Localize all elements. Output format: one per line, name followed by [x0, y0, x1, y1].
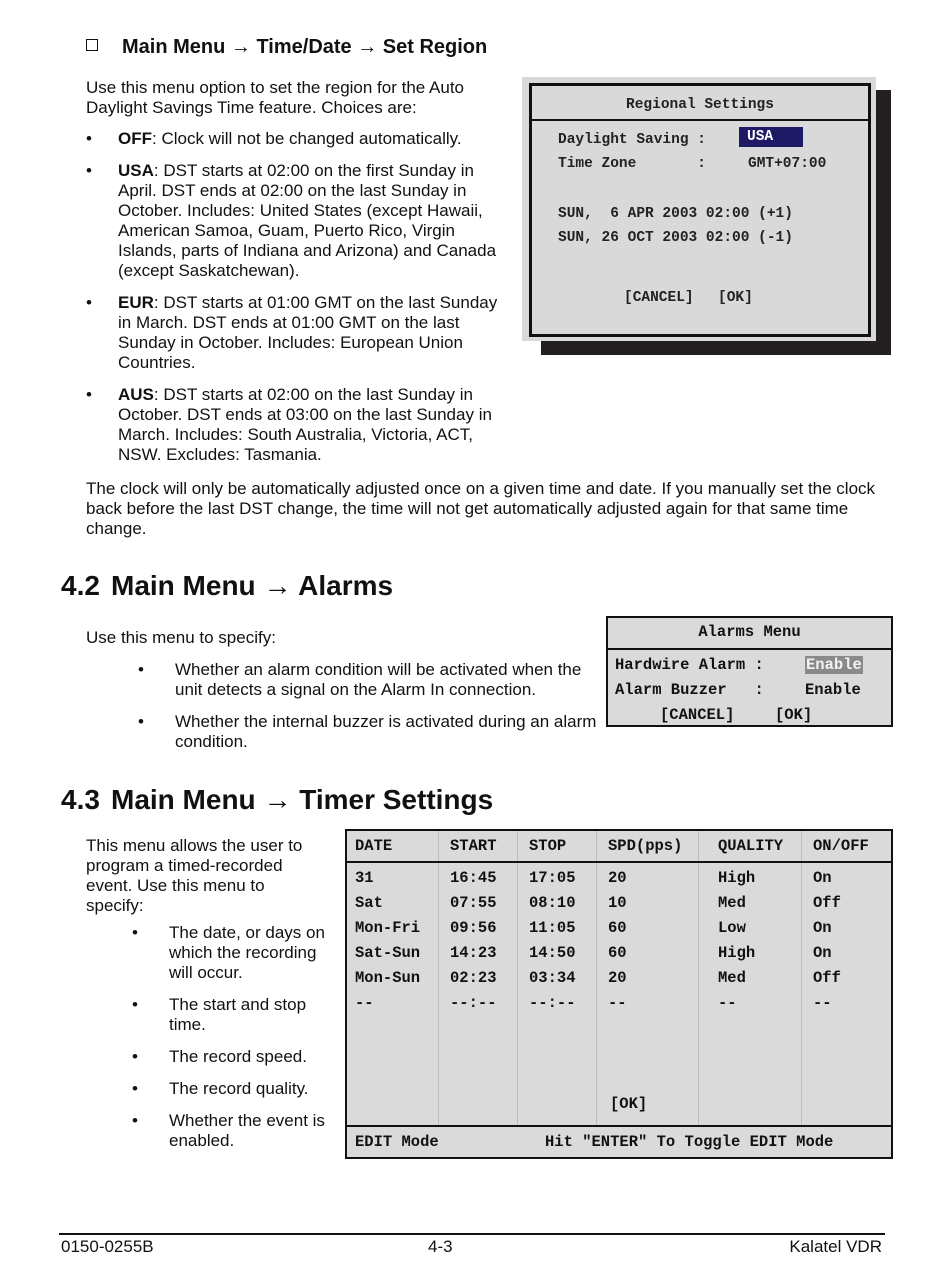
column-header-date: DATE — [355, 837, 393, 855]
column-header-stop: STOP — [529, 837, 567, 855]
list-item: • OFF: Clock will not be changed automatically. — [86, 129, 462, 148]
timer-cell-on-off[interactable]: On — [813, 944, 832, 962]
column-divider — [801, 831, 802, 1125]
alarms-bullets — [138, 660, 600, 764]
section-title: Main Menu → Timer Settings — [111, 784, 494, 815]
timer-cell-stop[interactable]: --:-- — [529, 994, 576, 1012]
timer-cell-speed[interactable]: -- — [608, 994, 627, 1012]
bullet-dot-icon: • — [132, 1079, 138, 1098]
footer-page-number: 4-3 — [428, 1237, 453, 1256]
edit-mode-status: EDIT Mode — [355, 1133, 439, 1151]
timer-cell-date[interactable]: Sat-Sun — [355, 944, 421, 962]
timer-cell-on-off[interactable]: -- — [813, 994, 832, 1012]
hardwire-alarm-selected[interactable]: Enable — [806, 656, 862, 674]
timer-cell-speed[interactable]: 60 — [608, 919, 627, 937]
timer-cell-start[interactable]: 16:45 — [450, 869, 497, 887]
footer-rule — [59, 1233, 885, 1235]
bullet-dot-icon: • — [132, 1047, 138, 1066]
timer-cell-on-off[interactable]: Off — [813, 969, 841, 987]
list-item: • Whether the internal buzzer is activated during an alarm condition. — [138, 712, 597, 751]
bullet-dot-icon: • — [138, 712, 144, 731]
timer-cell-quality[interactable]: Med — [718, 894, 746, 912]
column-divider — [517, 831, 518, 1125]
section-heading-timer — [61, 784, 493, 816]
bullet-dot-icon: • — [86, 385, 92, 404]
timer-cell-stop[interactable]: 17:05 — [529, 869, 576, 887]
bullet-dot-icon: • — [86, 129, 92, 148]
timer-cell-stop[interactable]: 14:50 — [529, 944, 576, 962]
ok-button[interactable]: [OK] — [610, 1095, 648, 1113]
daylight-saving-label: Daylight Saving : — [558, 132, 706, 148]
bullet-dot-icon: • — [132, 1111, 138, 1130]
panel-title: Regional Settings — [626, 97, 774, 113]
list-item: • Whether an alarm condition will be activated when the unit detects a signal on the Alarm In connection. — [138, 660, 582, 699]
panel-title: Alarms Menu — [698, 623, 801, 641]
list-item: • Whether the event is enabled. — [132, 1111, 325, 1150]
bullet-dot-icon: • — [132, 995, 138, 1014]
cancel-button[interactable]: [CANCEL] — [624, 290, 694, 306]
timer-cell-quality[interactable]: Med — [718, 969, 746, 987]
timer-cell-date[interactable]: Mon-Sun — [355, 969, 421, 987]
timer-cell-stop[interactable]: 11:05 — [529, 919, 576, 937]
timer-cell-date[interactable]: 31 — [355, 869, 374, 887]
timer-cell-quality[interactable]: High — [718, 944, 756, 962]
timer-cell-start[interactable]: 07:55 — [450, 894, 497, 912]
section-number: 4.2 — [61, 570, 100, 601]
header-divider — [347, 861, 891, 863]
section-number: 4.3 — [61, 784, 100, 815]
timer-cell-quality[interactable]: -- — [718, 994, 737, 1012]
column-header-start: START — [450, 837, 497, 855]
subsection-heading — [86, 36, 487, 59]
edit-mode-hint: Hit "ENTER" To Toggle EDIT Mode — [545, 1133, 834, 1151]
panel-divider — [608, 648, 891, 650]
footer-doc-number: 0150-0255B — [61, 1237, 154, 1256]
alarms-intro: Use this menu to specify: — [86, 628, 276, 647]
timer-cell-on-off[interactable]: On — [813, 919, 832, 937]
hardwire-alarm-label: Hardwire Alarm : — [615, 656, 764, 674]
timer-cell-date[interactable]: Sat — [355, 894, 383, 912]
column-header-on-off: ON/OFF — [813, 837, 869, 855]
timer-cell-speed[interactable]: 10 — [608, 894, 627, 912]
column-divider — [596, 831, 597, 1125]
daylight-saving-selected[interactable]: USA — [739, 127, 803, 147]
time-zone-label: Time Zone : — [558, 156, 706, 172]
bullet-dot-icon: • — [86, 293, 92, 312]
list-item: • The record speed. — [132, 1047, 307, 1066]
timer-cell-on-off[interactable]: Off — [813, 894, 841, 912]
region-options-list — [86, 129, 500, 477]
alarm-buzzer-value[interactable]: Enable — [805, 681, 861, 699]
timer-cell-speed[interactable]: 20 — [608, 869, 627, 887]
hardwire-alarm-value[interactable] — [805, 656, 863, 674]
list-item: • The start and stop time. — [132, 995, 307, 1034]
timer-cell-start[interactable]: 02:23 — [450, 969, 497, 987]
ok-button[interactable]: [OK] — [775, 706, 813, 724]
list-item: • EUR: DST starts at 01:00 GMT on the last Sunday in March. DST ends at 01:00 GMT on the last Sunday in October. Includes: European Union Countries. — [86, 293, 498, 372]
subsection-title: Main Menu → Time/Date → Set Region — [122, 36, 488, 58]
timer-cell-quality[interactable]: Low — [718, 919, 746, 937]
daylight-saving-value[interactable] — [739, 129, 803, 145]
list-item: • The date, or days on which the recording will occur. — [132, 923, 325, 982]
bullet-dot-icon: • — [86, 161, 92, 180]
column-divider — [438, 831, 439, 1125]
region-note: The clock will only be automatically adjusted once on a given time and date. If you manually set the clock back before the last DST change, the time will not get automatically adjusted again for that same time change. — [86, 479, 876, 538]
dst-start-line: SUN, 6 APR 2003 02:00 (+1) — [558, 206, 793, 222]
timer-cell-quality[interactable]: High — [718, 869, 756, 887]
bullet-dot-icon: • — [138, 660, 144, 679]
dst-end-line: SUN, 26 OCT 2003 02:00 (-1) — [558, 230, 793, 246]
timer-cell-stop[interactable]: 03:34 — [529, 969, 576, 987]
alarm-buzzer-label: Alarm Buzzer : — [615, 681, 764, 699]
section-title: Main Menu → Alarms — [111, 570, 394, 601]
time-zone-value[interactable]: GMT+07:00 — [748, 156, 827, 172]
bullet-dot-icon: • — [132, 923, 138, 942]
timer-cell-on-off[interactable]: On — [813, 869, 832, 887]
section-heading-alarms — [61, 570, 393, 602]
checkbox-bullet-icon — [86, 39, 98, 51]
cancel-button[interactable]: [CANCEL] — [660, 706, 735, 724]
column-header-quality: QUALITY — [718, 837, 784, 855]
region-intro: Use this menu option to set the region for the Auto Daylight Savings Time feature. Choices are: — [86, 78, 465, 117]
timer-intro: This menu allows the user to program a timed-recorded event. Use this menu to specify: — [86, 836, 303, 915]
column-divider — [698, 831, 699, 1125]
footer-divider — [347, 1125, 891, 1127]
timer-bullets — [132, 923, 337, 1163]
timer-cell-start[interactable]: 14:23 — [450, 944, 497, 962]
timer-cell-stop[interactable]: 08:10 — [529, 894, 576, 912]
timer-cell-speed[interactable]: 20 — [608, 969, 627, 987]
list-item: • The record quality. — [132, 1079, 309, 1098]
timer-cell-date[interactable]: -- — [355, 994, 374, 1012]
timer-cell-date[interactable]: Mon-Fri — [355, 919, 421, 937]
timer-cell-start[interactable]: 09:56 — [450, 919, 497, 937]
timer-cell-speed[interactable]: 60 — [608, 944, 627, 962]
column-header-speed: SPD(pps) — [608, 837, 683, 855]
list-item: • USA: DST starts at 02:00 on the first Sunday in April. DST ends at 02:00 on the last Sunday in October. Includes: United States (except Hawaii, American Samoa, Guam, Puerto Rico, Virgin Islands, parts of Indiana and Arizona) and Canada (except Saskatchewan). — [86, 161, 497, 280]
ok-button[interactable]: [OK] — [718, 290, 753, 306]
list-item: • AUS: DST starts at 02:00 on the last Sunday in October. DST ends at 03:00 on the last Sunday in March. Includes: South Australia, Victoria, ACT, NSW. Excludes: Tasmania. — [86, 385, 492, 464]
timer-cell-start[interactable]: --:-- — [450, 994, 497, 1012]
footer-product: Kalatel VDR — [789, 1237, 882, 1256]
